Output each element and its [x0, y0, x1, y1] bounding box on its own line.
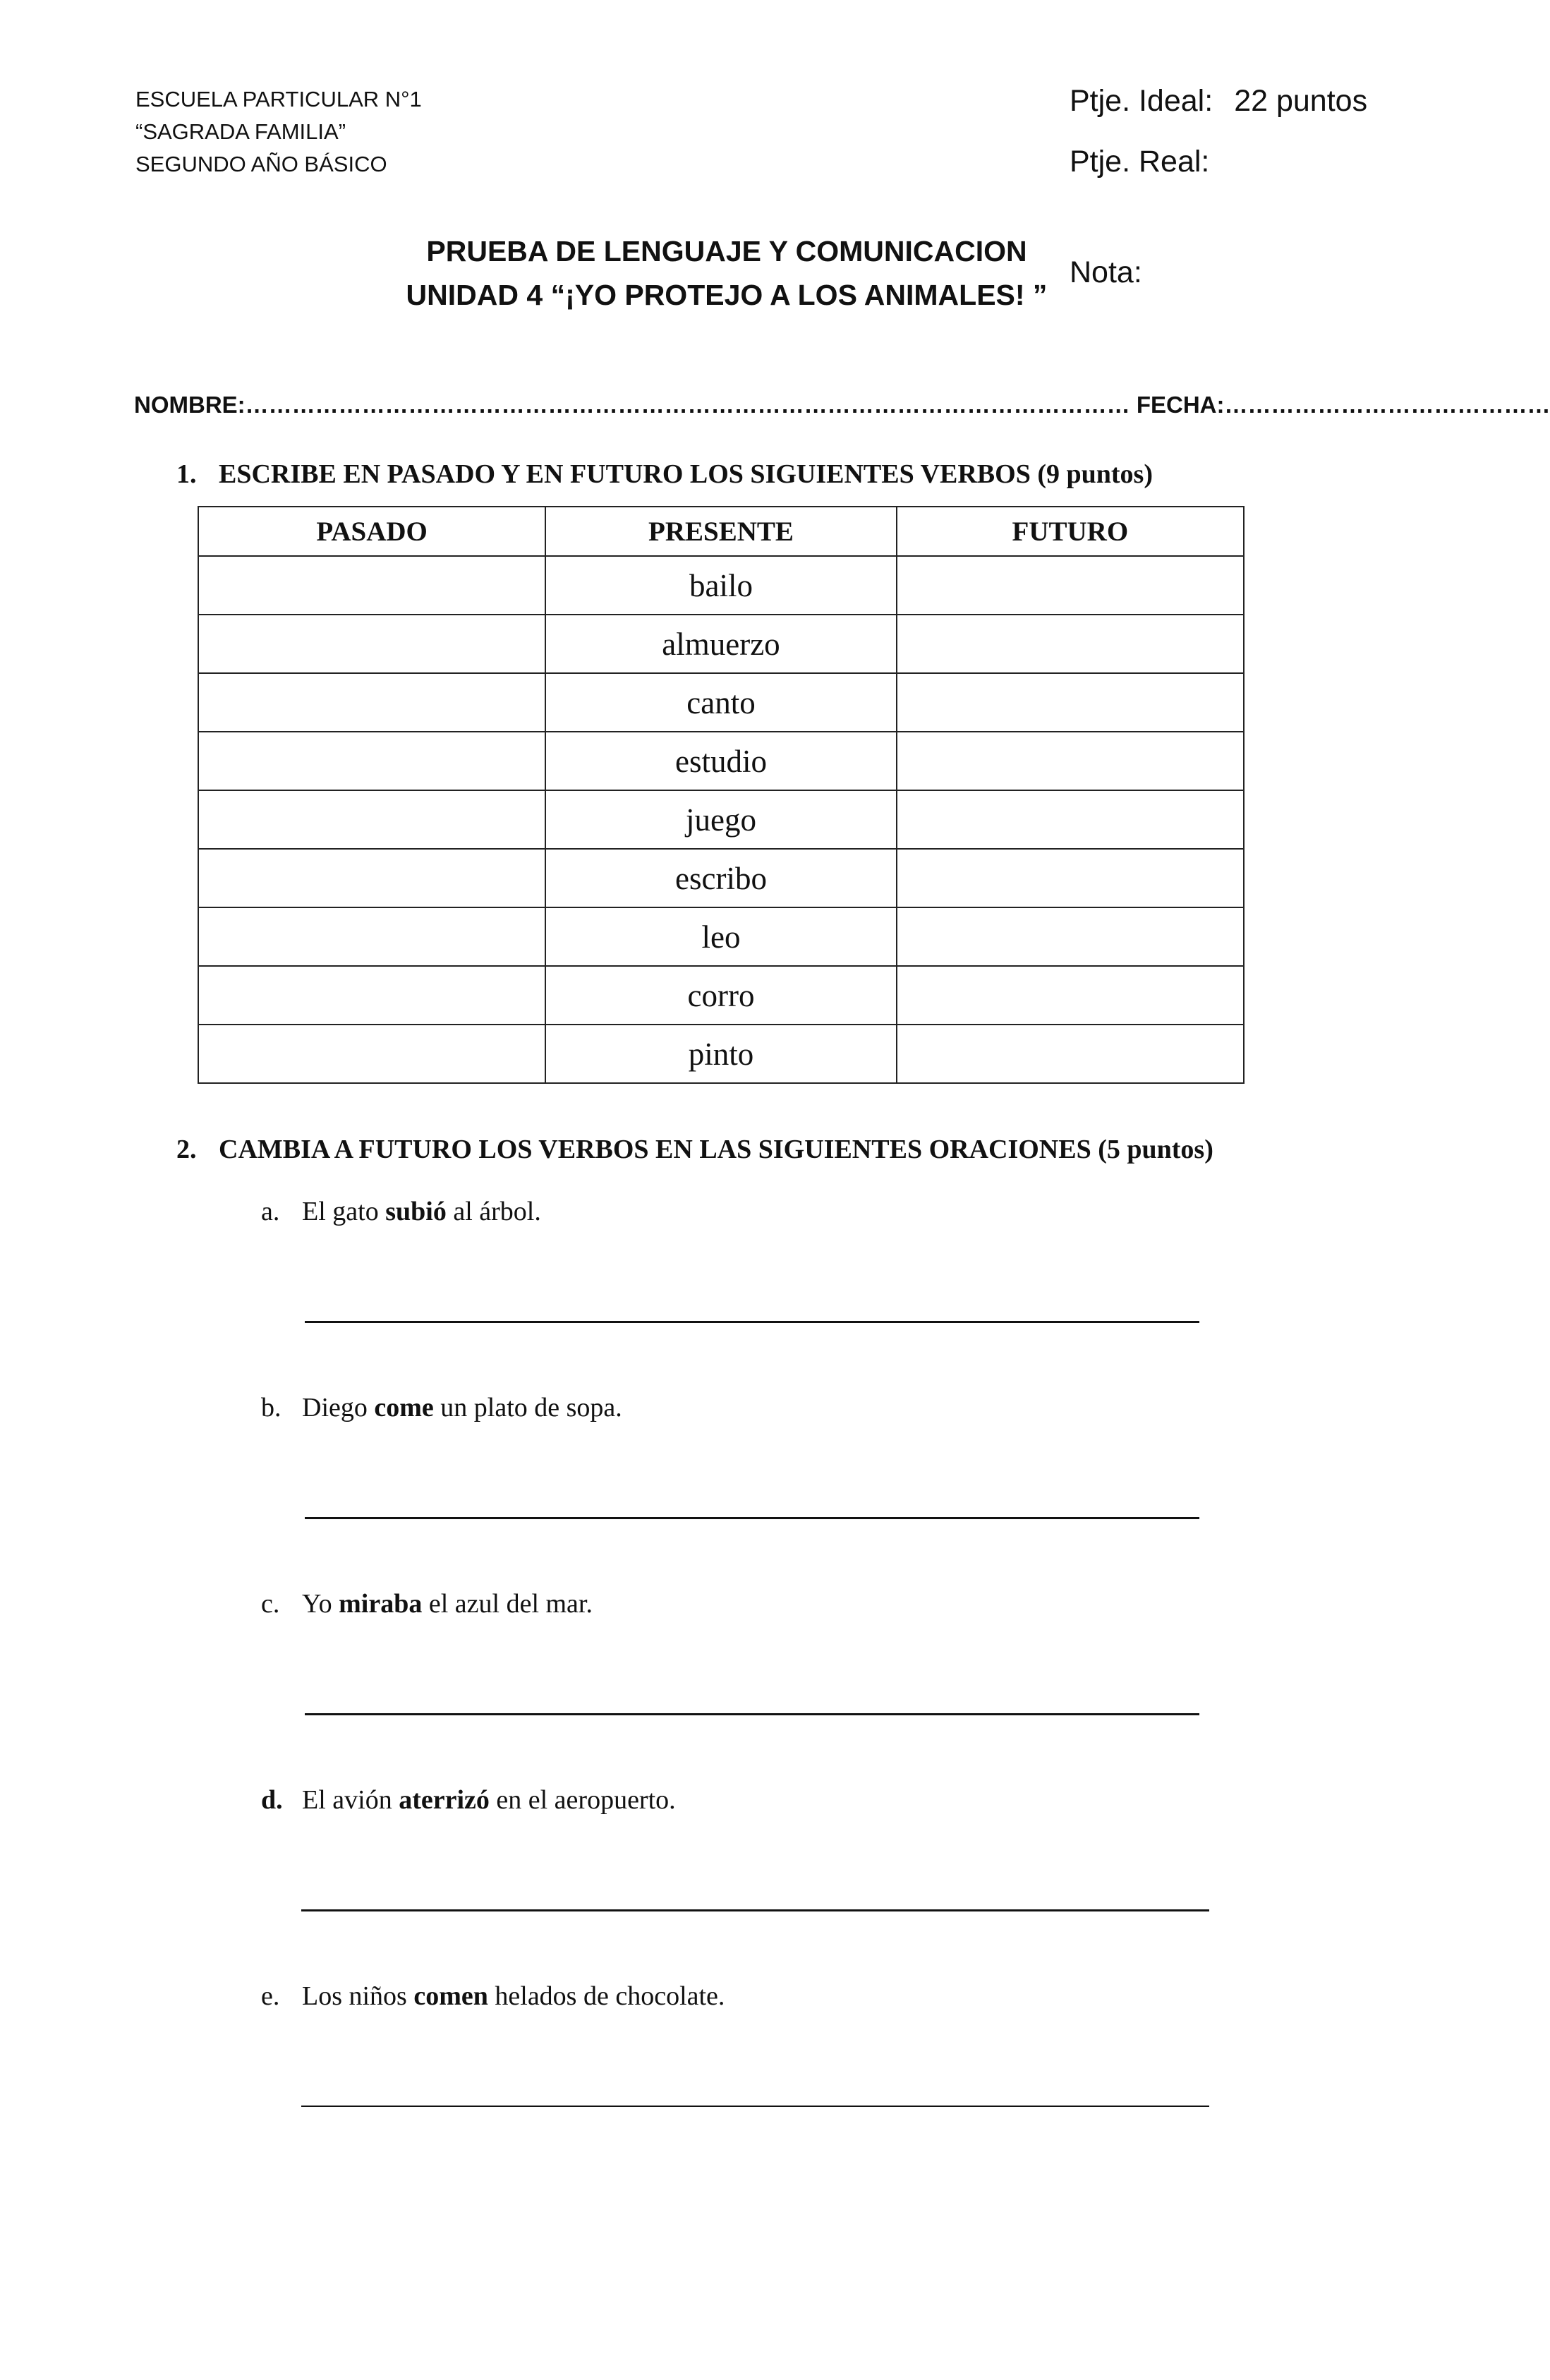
sentence-a: [261, 1196, 541, 1227]
table-row: [198, 1025, 1244, 1083]
sentence-after: en el aeropuerto.: [489, 1785, 676, 1815]
column-header-pasado: PASADO: [198, 507, 545, 556]
sentence-letter: d.: [261, 1785, 283, 1815]
pasado-answer-cell[interactable]: [198, 966, 545, 1025]
page-title: [381, 229, 1072, 317]
sentence-after: el azul del mar.: [422, 1589, 593, 1619]
column-header-futuro: FUTURO: [897, 507, 1244, 556]
sentence-verb: aterrizó: [399, 1785, 490, 1815]
question-text: ESCRIBE EN PASADO Y EN FUTURO LOS SIGUIENTES VERBOS (9 puntos): [219, 459, 1153, 489]
sentence-after: helados de chocolate.: [488, 1981, 725, 2011]
title-line-2: UNIDAD 4 “¡YO PROTEJO A LOS ANIMALES! ”: [406, 279, 1048, 311]
table-row: [198, 907, 1244, 966]
present-verb-cell: escribo: [545, 849, 896, 907]
sentence-after: al árbol.: [446, 1197, 541, 1226]
name-field[interactable]: ……………………………………………………………………………………………………: [245, 392, 1130, 418]
futuro-answer-cell[interactable]: [897, 1025, 1244, 1083]
sentence-b: [261, 1392, 622, 1423]
answer-line-d[interactable]: [301, 1909, 1209, 1911]
school-name-line: “SAGRADA FAMILIA”: [135, 119, 346, 144]
verbs-table: [198, 506, 1245, 1084]
date-label: FECHA:: [1136, 392, 1225, 418]
pasado-answer-cell[interactable]: [198, 732, 545, 790]
sentence-verb: comen: [413, 1981, 488, 2011]
futuro-answer-cell[interactable]: [897, 790, 1244, 849]
pasado-answer-cell[interactable]: [198, 556, 545, 615]
sentence-before: Diego: [302, 1393, 375, 1422]
sentence-d: [261, 1784, 676, 1816]
sentence-before: El gato: [302, 1197, 386, 1226]
sentence-letter: e.: [261, 1981, 280, 2011]
sentence-verb: miraba: [339, 1589, 423, 1619]
date-field[interactable]: ……………………………………: [1224, 392, 1550, 418]
student-info-line: [134, 392, 1550, 418]
question-2-heading: [176, 1134, 1213, 1165]
real-score-label: Ptje. Real:: [1070, 145, 1210, 179]
futuro-answer-cell[interactable]: [897, 966, 1244, 1025]
pasado-answer-cell[interactable]: [198, 615, 545, 673]
school-info: [135, 83, 422, 181]
present-verb-cell: corro: [545, 966, 896, 1025]
table-row: [198, 790, 1244, 849]
answer-line-a[interactable]: [305, 1321, 1199, 1323]
futuro-answer-cell[interactable]: [897, 907, 1244, 966]
pasado-answer-cell[interactable]: [198, 790, 545, 849]
answer-line-c[interactable]: [305, 1713, 1199, 1715]
answer-line-e[interactable]: [301, 2106, 1209, 2107]
table-header-row: [198, 507, 1244, 556]
question-number: 1.: [176, 459, 197, 489]
futuro-answer-cell[interactable]: [897, 732, 1244, 790]
table-row: [198, 849, 1244, 907]
school-grade-line: SEGUNDO AÑO BÁSICO: [135, 152, 387, 176]
name-label: NOMBRE:: [134, 392, 246, 418]
question-text: CAMBIA A FUTURO LOS VERBOS EN LAS SIGUIENTES ORACIONES (5 puntos): [219, 1135, 1213, 1164]
present-verb-cell: canto: [545, 673, 896, 732]
present-verb-cell: juego: [545, 790, 896, 849]
sentence-letter: a.: [261, 1197, 280, 1226]
ideal-score-label: Ptje. Ideal:: [1070, 84, 1213, 118]
sentence-before: Yo: [302, 1589, 339, 1619]
futuro-answer-cell[interactable]: [897, 673, 1244, 732]
column-header-presente: PRESENTE: [545, 507, 896, 556]
sentence-letter: b.: [261, 1393, 281, 1422]
present-verb-cell: bailo: [545, 556, 896, 615]
table-row: [198, 732, 1244, 790]
sentence-verb: subió: [385, 1197, 447, 1226]
pasado-answer-cell[interactable]: [198, 673, 545, 732]
present-verb-cell: almuerzo: [545, 615, 896, 673]
ideal-score-value: 22 puntos: [1234, 84, 1368, 118]
answer-line-b[interactable]: [305, 1517, 1199, 1519]
sentence-before: El avión: [302, 1785, 399, 1815]
futuro-answer-cell[interactable]: [897, 556, 1244, 615]
grade-label: Nota:: [1070, 255, 1142, 289]
sentence-e: [261, 1981, 725, 2012]
sentence-c: [261, 1588, 593, 1619]
sentence-verb: come: [374, 1393, 434, 1422]
school-name-line: ESCUELA PARTICULAR N°1: [135, 87, 422, 111]
question-number: 2.: [176, 1135, 197, 1164]
sentence-after: un plato de sopa.: [433, 1393, 622, 1422]
table-row: [198, 615, 1244, 673]
sentence-before: Los niños: [302, 1981, 414, 2011]
score-box: [1070, 71, 1367, 192]
table-row: [198, 966, 1244, 1025]
futuro-answer-cell[interactable]: [897, 849, 1244, 907]
pasado-answer-cell[interactable]: [198, 849, 545, 907]
ideal-score: [1070, 71, 1367, 131]
present-verb-cell: leo: [545, 907, 896, 966]
present-verb-cell: pinto: [545, 1025, 896, 1083]
pasado-answer-cell[interactable]: [198, 1025, 545, 1083]
present-verb-cell: estudio: [545, 732, 896, 790]
title-line-1: PRUEBA DE LENGUAJE Y COMUNICACION: [426, 235, 1027, 267]
pasado-answer-cell[interactable]: [198, 907, 545, 966]
table-row: [198, 673, 1244, 732]
futuro-answer-cell[interactable]: [897, 615, 1244, 673]
table-row: [198, 556, 1244, 615]
question-1-heading: [176, 459, 1153, 490]
sentence-letter: c.: [261, 1589, 280, 1619]
